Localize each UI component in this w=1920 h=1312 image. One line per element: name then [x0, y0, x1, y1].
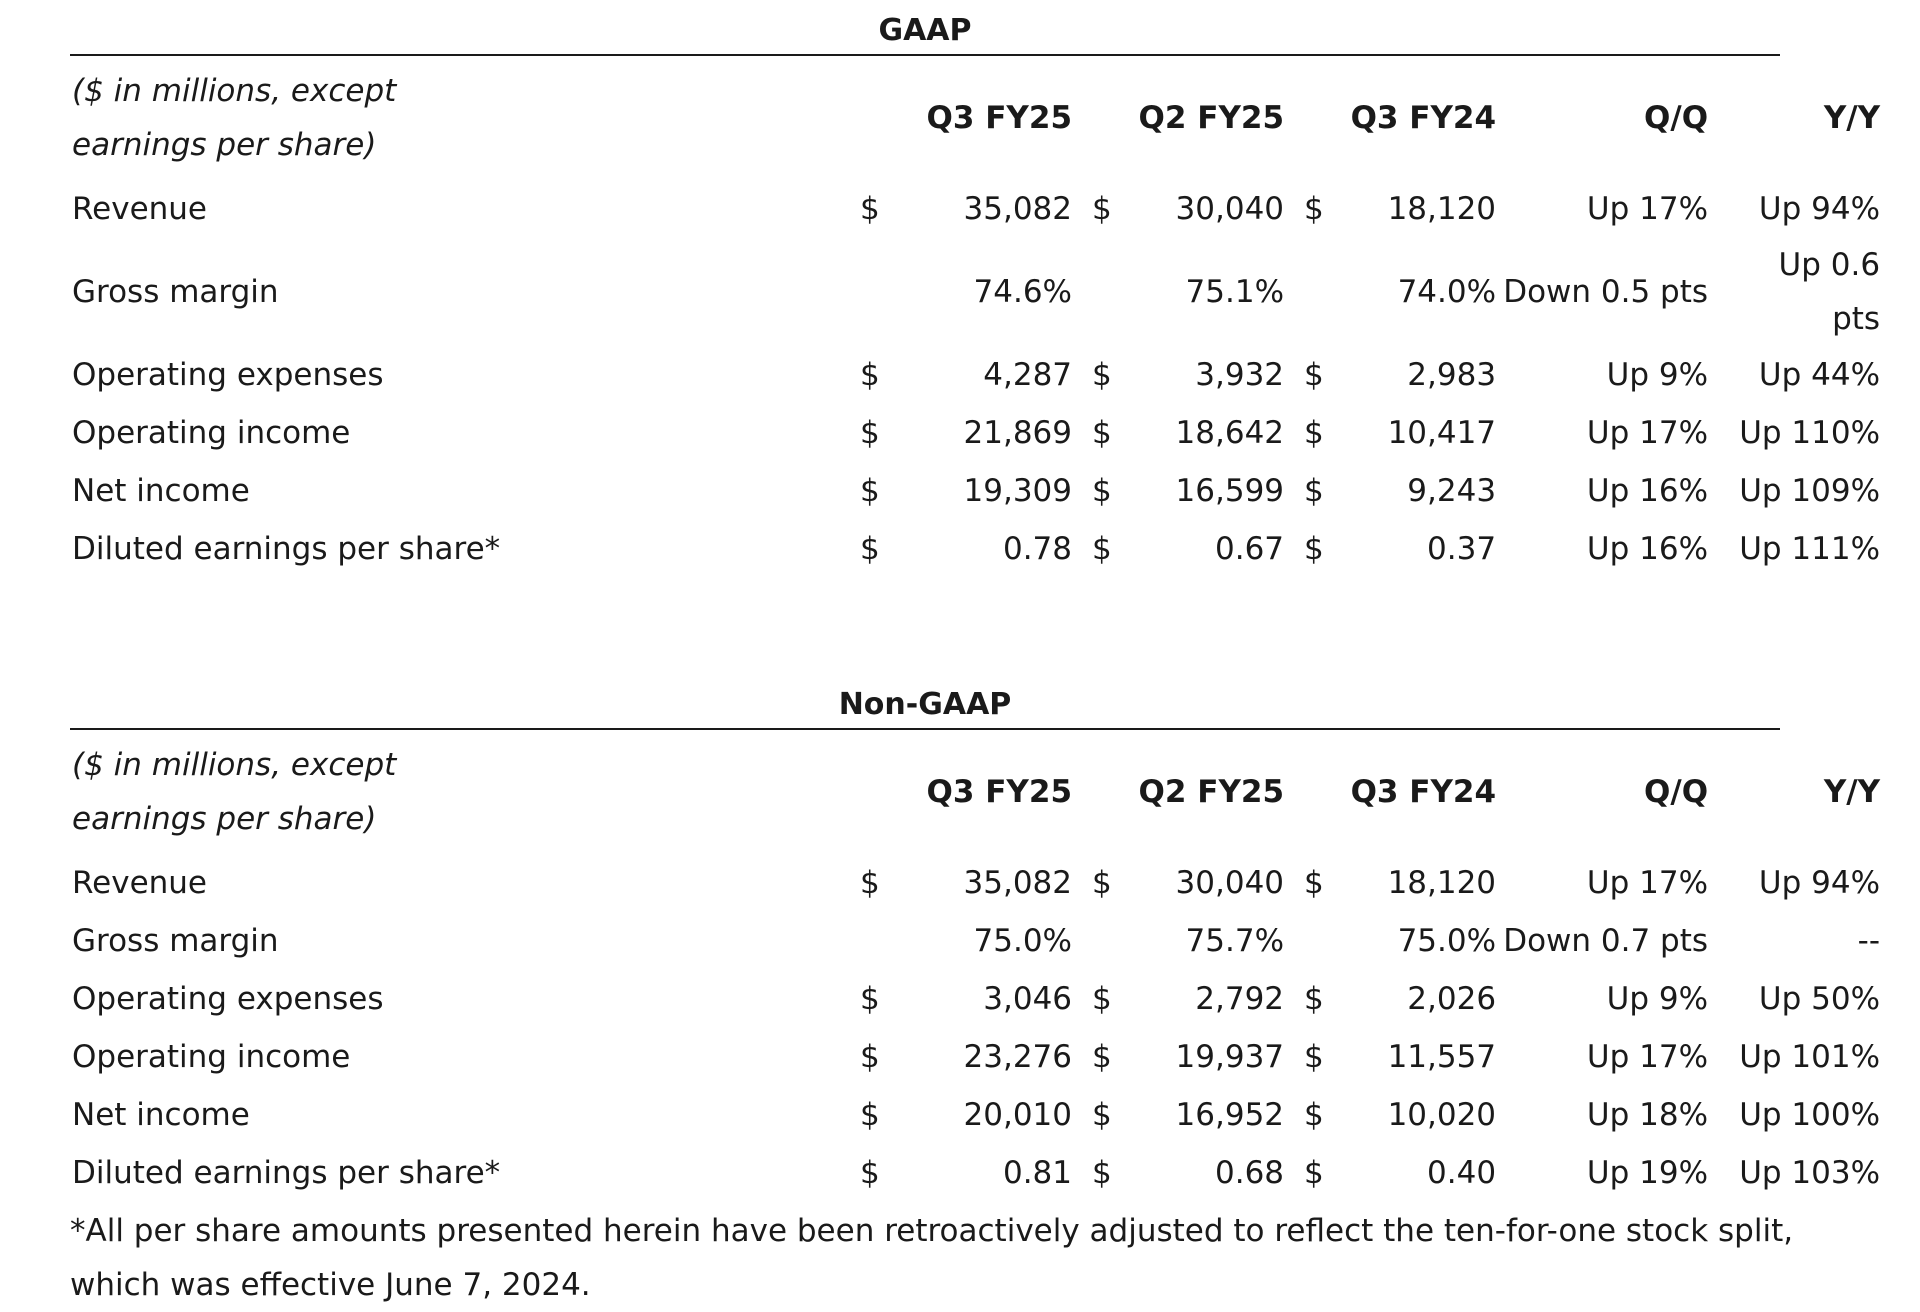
table-row: [70, 912, 1880, 970]
currency-symbol: $: [860, 1097, 880, 1133]
table-row: [70, 1028, 1880, 1086]
row-label: Diluted earnings per share*: [72, 531, 501, 567]
col-header: Q2 FY25: [1138, 774, 1285, 810]
value-q3fy24: 2,983: [1407, 357, 1497, 393]
col-header: Q3 FY24: [1350, 774, 1497, 810]
row-label: Net income: [72, 473, 250, 509]
row-label: Operating expenses: [72, 357, 384, 393]
currency-symbol: $: [1304, 191, 1324, 227]
value-q3fy25: 19,309: [963, 473, 1073, 509]
value-q3fy24: 18,120: [1387, 191, 1497, 227]
gaap-section: [70, 8, 1880, 578]
value-q3fy25: 0.81: [1002, 1155, 1073, 1191]
value-q3fy25: 3,046: [983, 981, 1073, 1017]
change-qq: Down 0.7 pts: [1503, 923, 1709, 959]
value-q3fy25: 20,010: [963, 1097, 1073, 1133]
col-header: Q3 FY25: [926, 774, 1073, 810]
col-header: Y/Y: [1823, 100, 1881, 136]
row-label: Net income: [72, 1097, 250, 1133]
currency-symbol: [1284, 238, 1344, 346]
footnote: *All per share amounts presented herein have been retroactively adjusted to reflect the ten-for-one stock split, which was effective June 7, 2024.: [70, 1213, 1794, 1303]
value-q3fy24: 10,417: [1387, 415, 1497, 451]
change-yy: Up 0.6 pts: [1778, 247, 1881, 337]
unit-note: ($ in millions, except earnings per share): [72, 747, 397, 837]
value-q2fy25: 0.68: [1215, 1155, 1285, 1191]
col-header: Q/Q: [1644, 100, 1709, 136]
currency-symbol: $: [860, 981, 880, 1017]
value-q3fy25: 23,276: [963, 1039, 1073, 1075]
currency-symbol: $: [1304, 1039, 1324, 1075]
currency-symbol: $: [860, 473, 880, 509]
value-q3fy24: 74.0%: [1397, 274, 1497, 310]
col-header: Y/Y: [1823, 774, 1881, 810]
change-qq: Up 9%: [1606, 357, 1709, 393]
non-gaap-table: [70, 730, 1880, 1202]
currency-symbol: $: [1092, 1039, 1112, 1075]
value-q2fy25: 19,937: [1175, 1039, 1285, 1075]
change-qq: Up 18%: [1586, 1097, 1709, 1133]
currency-symbol: $: [1304, 981, 1324, 1017]
section-title: GAAP: [70, 8, 1780, 56]
unit-note: ($ in millions, except earnings per share): [72, 73, 397, 163]
row-label: Diluted earnings per share*: [72, 1155, 501, 1191]
currency-symbol: $: [1092, 865, 1112, 901]
currency-symbol: $: [1304, 865, 1324, 901]
change-yy: Up 50%: [1758, 981, 1881, 1017]
currency-symbol: $: [1304, 531, 1324, 567]
value-q3fy24: 18,120: [1387, 865, 1497, 901]
value-q3fy24: 9,243: [1407, 473, 1497, 509]
currency-symbol: $: [1092, 1155, 1112, 1191]
change-yy: Up 110%: [1739, 415, 1881, 451]
currency-symbol: [1284, 912, 1344, 970]
currency-symbol: $: [1304, 357, 1324, 393]
section-title: Non-GAAP: [70, 682, 1780, 730]
currency-symbol: [1072, 912, 1132, 970]
value-q3fy25: 4,287: [983, 357, 1073, 393]
table-row: [70, 1144, 1880, 1202]
value-q2fy25: 2,792: [1195, 981, 1285, 1017]
table-row: [70, 346, 1880, 404]
value-q3fy24: 0.37: [1427, 531, 1497, 567]
row-label: Operating income: [72, 1039, 351, 1075]
change-yy: Up 111%: [1739, 531, 1881, 567]
currency-symbol: $: [860, 357, 880, 393]
currency-symbol: [860, 912, 920, 970]
change-yy: Up 94%: [1758, 191, 1881, 227]
currency-symbol: $: [1092, 1097, 1112, 1133]
table-row: [70, 1086, 1880, 1144]
change-yy: Up 103%: [1739, 1155, 1881, 1191]
table-header-row: [70, 730, 1880, 854]
change-yy: Up 109%: [1739, 473, 1881, 509]
currency-symbol: $: [1092, 357, 1112, 393]
currency-symbol: [860, 238, 920, 346]
currency-symbol: $: [860, 415, 880, 451]
table-row: [70, 404, 1880, 462]
currency-symbol: [1072, 238, 1132, 346]
non-gaap-section: [70, 682, 1880, 1202]
row-label: Revenue: [72, 865, 208, 901]
currency-symbol: $: [1092, 415, 1112, 451]
change-qq: Up 9%: [1606, 981, 1709, 1017]
currency-symbol: $: [1304, 1097, 1324, 1133]
value-q3fy25: 35,082: [963, 865, 1073, 901]
value-q2fy25: 16,599: [1175, 473, 1285, 509]
change-qq: Down 0.5 pts: [1503, 274, 1709, 310]
currency-symbol: $: [1092, 191, 1112, 227]
value-q3fy24: 10,020: [1387, 1097, 1497, 1133]
currency-symbol: $: [1092, 473, 1112, 509]
change-qq: Up 17%: [1586, 865, 1709, 901]
row-label: Gross margin: [72, 923, 279, 959]
change-qq: Up 17%: [1586, 191, 1709, 227]
gaap-table: [70, 56, 1880, 578]
value-q3fy25: 75.0%: [973, 923, 1073, 959]
table-row: [70, 462, 1880, 520]
change-qq: Up 17%: [1586, 1039, 1709, 1075]
change-yy: Up 44%: [1758, 357, 1881, 393]
change-qq: Up 16%: [1586, 531, 1709, 567]
change-yy: Up 94%: [1758, 865, 1881, 901]
value-q3fy24: 0.40: [1427, 1155, 1497, 1191]
table-row: [70, 180, 1880, 238]
table-row: [70, 854, 1880, 912]
col-header: Q/Q: [1644, 774, 1709, 810]
row-label: Operating expenses: [72, 981, 384, 1017]
currency-symbol: $: [860, 865, 880, 901]
value-q3fy24: 11,557: [1387, 1039, 1497, 1075]
value-q2fy25: 75.1%: [1185, 274, 1285, 310]
table-row: [70, 238, 1880, 346]
currency-symbol: $: [1304, 473, 1324, 509]
value-q2fy25: 30,040: [1175, 865, 1285, 901]
currency-symbol: $: [860, 1155, 880, 1191]
table-row: [70, 520, 1880, 578]
value-q3fy25: 74.6%: [973, 274, 1073, 310]
change-qq: Up 16%: [1586, 473, 1709, 509]
value-q2fy25: 0.67: [1215, 531, 1285, 567]
currency-symbol: $: [1092, 531, 1112, 567]
value-q2fy25: 30,040: [1175, 191, 1285, 227]
currency-symbol: $: [860, 191, 880, 227]
currency-symbol: $: [860, 531, 880, 567]
currency-symbol: $: [860, 1039, 880, 1075]
change-qq: Up 17%: [1586, 415, 1709, 451]
currency-symbol: $: [1304, 415, 1324, 451]
value-q3fy25: 21,869: [963, 415, 1073, 451]
value-q3fy25: 35,082: [963, 191, 1073, 227]
currency-symbol: $: [1304, 1155, 1324, 1191]
table-header-row: [70, 56, 1880, 180]
change-yy: --: [1857, 923, 1881, 959]
value-q2fy25: 18,642: [1175, 415, 1285, 451]
table-row: [70, 970, 1880, 1028]
currency-symbol: $: [1092, 981, 1112, 1017]
value-q2fy25: 75.7%: [1185, 923, 1285, 959]
change-yy: Up 101%: [1739, 1039, 1881, 1075]
row-label: Gross margin: [72, 274, 279, 310]
value-q3fy24: 2,026: [1407, 981, 1497, 1017]
value-q2fy25: 16,952: [1175, 1097, 1285, 1133]
row-label: Revenue: [72, 191, 208, 227]
row-label: Operating income: [72, 415, 351, 451]
col-header: Q3 FY25: [926, 100, 1073, 136]
value-q3fy25: 0.78: [1002, 531, 1073, 567]
value-q2fy25: 3,932: [1195, 357, 1285, 393]
value-q3fy24: 75.0%: [1397, 923, 1497, 959]
col-header: Q2 FY25: [1138, 100, 1285, 136]
change-qq: Up 19%: [1586, 1155, 1709, 1191]
col-header: Q3 FY24: [1350, 100, 1497, 136]
change-yy: Up 100%: [1739, 1097, 1881, 1133]
